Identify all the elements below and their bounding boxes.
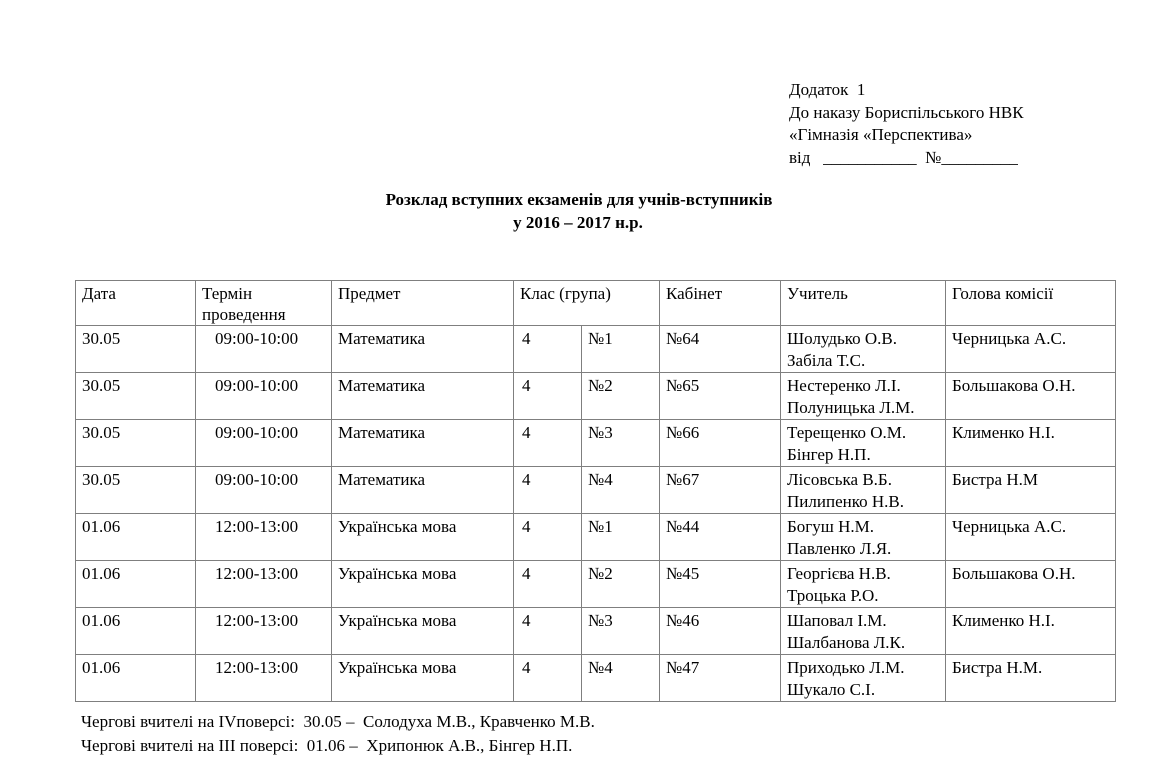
- cell-subject: Українська мова: [332, 655, 514, 702]
- cell-chair: Клименко Н.І.: [946, 608, 1116, 655]
- appendix-line: від ___________ №_________: [789, 147, 1018, 167]
- teacher-name: Терещенко О.М.: [787, 423, 907, 442]
- table-row: [76, 608, 1116, 655]
- duty-teachers-note: [81, 710, 595, 758]
- cell-room: №45: [660, 561, 781, 608]
- cell-time: 12:00-13:00: [196, 655, 332, 702]
- cell-time: 12:00-13:00: [196, 514, 332, 561]
- cell-teacher: [781, 326, 946, 373]
- duty-line-1: Чергові вчителі на IVповерсі: 30.05 – Солодуха М.В., Кравченко М.В.: [81, 712, 595, 731]
- duty-line-2: Чергові вчителі на ІІІ поверсі: 01.06 – Хрипонюк А.В., Бінгер Н.П.: [81, 736, 573, 755]
- cell-date: 30.05: [76, 326, 196, 373]
- header-class-group: Клас (група): [514, 281, 660, 326]
- teacher-name: Забіла Т.С.: [787, 351, 866, 370]
- teacher-name: Павленко Л.Я.: [787, 539, 892, 558]
- table-row: [76, 420, 1116, 467]
- cell-chair: Большакова О.Н.: [946, 373, 1116, 420]
- title-line-1: Розклад вступних екзаменів для учнів-вступників: [385, 190, 773, 209]
- cell-group: №4: [582, 655, 660, 702]
- cell-time: 12:00-13:00: [196, 561, 332, 608]
- cell-room: №67: [660, 467, 781, 514]
- table-row: [76, 373, 1116, 420]
- teacher-name: Шолудько О.В.: [787, 329, 898, 348]
- teacher-name: Лісовська В.Б.: [787, 470, 892, 489]
- cell-class: 4: [514, 467, 582, 514]
- cell-time: 09:00-10:00: [196, 467, 332, 514]
- header-teacher: Учитель: [781, 281, 946, 326]
- cell-teacher: [781, 420, 946, 467]
- cell-group: №1: [582, 326, 660, 373]
- exam-schedule-table: [75, 280, 1116, 702]
- cell-group: №3: [582, 608, 660, 655]
- cell-subject: Математика: [332, 467, 514, 514]
- appendix-line: До наказу Бориспільського НВК: [789, 102, 1024, 122]
- cell-subject: Математика: [332, 420, 514, 467]
- cell-room: №64: [660, 326, 781, 373]
- cell-subject: Математика: [332, 373, 514, 420]
- cell-chair: Большакова О.Н.: [946, 561, 1116, 608]
- cell-chair: Клименко Н.І.: [946, 420, 1116, 467]
- cell-teacher: [781, 561, 946, 608]
- cell-group: №3: [582, 420, 660, 467]
- cell-time: 09:00-10:00: [196, 420, 332, 467]
- cell-room: №47: [660, 655, 781, 702]
- cell-date: 01.06: [76, 655, 196, 702]
- cell-teacher: [781, 514, 946, 561]
- cell-date: 30.05: [76, 467, 196, 514]
- table-row: [76, 561, 1116, 608]
- appendix-line: «Гімназія «Перспектива»: [789, 125, 973, 144]
- header-room: Кабінет: [660, 281, 781, 326]
- cell-teacher: [781, 467, 946, 514]
- cell-subject: Українська мова: [332, 561, 514, 608]
- header-chair: Голова комісії: [946, 281, 1116, 326]
- cell-chair: Черницька А.С.: [946, 326, 1116, 373]
- cell-teacher: [781, 373, 946, 420]
- header-term: Термін проведення: [196, 281, 332, 326]
- table-row: [76, 514, 1116, 561]
- cell-class: 4: [514, 608, 582, 655]
- cell-class: 4: [514, 326, 582, 373]
- table-row: [76, 467, 1116, 514]
- cell-room: №46: [660, 608, 781, 655]
- teacher-name: Пилипенко Н.В.: [787, 492, 904, 511]
- teacher-name: Шалбанова Л.К.: [787, 633, 906, 652]
- teacher-name: Нестеренко Л.І.: [787, 376, 901, 395]
- cell-subject: Українська мова: [332, 514, 514, 561]
- title-line-2: у 2016 – 2017 н.р.: [513, 212, 643, 232]
- cell-time: 09:00-10:00: [196, 326, 332, 373]
- table-row: [76, 326, 1116, 373]
- cell-class: 4: [514, 655, 582, 702]
- teacher-name: Полуницька Л.М.: [787, 398, 915, 417]
- teacher-name: Бінгер Н.П.: [787, 445, 871, 464]
- cell-date: 01.06: [76, 608, 196, 655]
- cell-chair: Бистра Н.М.: [946, 655, 1116, 702]
- cell-group: №2: [582, 373, 660, 420]
- cell-room: №44: [660, 514, 781, 561]
- cell-date: 30.05: [76, 420, 196, 467]
- header-date: Дата: [76, 281, 196, 326]
- cell-room: №66: [660, 420, 781, 467]
- teacher-name: Шаповал І.М.: [787, 611, 887, 630]
- cell-chair: Бистра Н.М: [946, 467, 1116, 514]
- cell-teacher: [781, 608, 946, 655]
- document-title: [0, 189, 1156, 234]
- cell-class: 4: [514, 420, 582, 467]
- appendix-note: [789, 79, 1024, 169]
- table-row: [76, 655, 1116, 702]
- cell-time: 09:00-10:00: [196, 373, 332, 420]
- table-header-row: [76, 281, 1116, 326]
- appendix-line: Додаток 1: [789, 80, 866, 99]
- teacher-name: Георгієва Н.В.: [787, 564, 891, 583]
- cell-room: №65: [660, 373, 781, 420]
- teacher-name: Богуш Н.М.: [787, 517, 874, 536]
- cell-group: №2: [582, 561, 660, 608]
- cell-teacher: [781, 655, 946, 702]
- table-body: [76, 326, 1116, 702]
- header-subject: Предмет: [332, 281, 514, 326]
- teacher-name: Троцька Р.О.: [787, 586, 879, 605]
- cell-class: 4: [514, 373, 582, 420]
- cell-date: 01.06: [76, 561, 196, 608]
- cell-time: 12:00-13:00: [196, 608, 332, 655]
- cell-subject: Українська мова: [332, 608, 514, 655]
- cell-date: 30.05: [76, 373, 196, 420]
- cell-group: №1: [582, 514, 660, 561]
- cell-class: 4: [514, 561, 582, 608]
- cell-subject: Математика: [332, 326, 514, 373]
- cell-group: №4: [582, 467, 660, 514]
- teacher-name: Шукало С.І.: [787, 680, 876, 699]
- cell-class: 4: [514, 514, 582, 561]
- cell-date: 01.06: [76, 514, 196, 561]
- cell-chair: Черницька А.С.: [946, 514, 1116, 561]
- teacher-name: Приходько Л.М.: [787, 658, 905, 677]
